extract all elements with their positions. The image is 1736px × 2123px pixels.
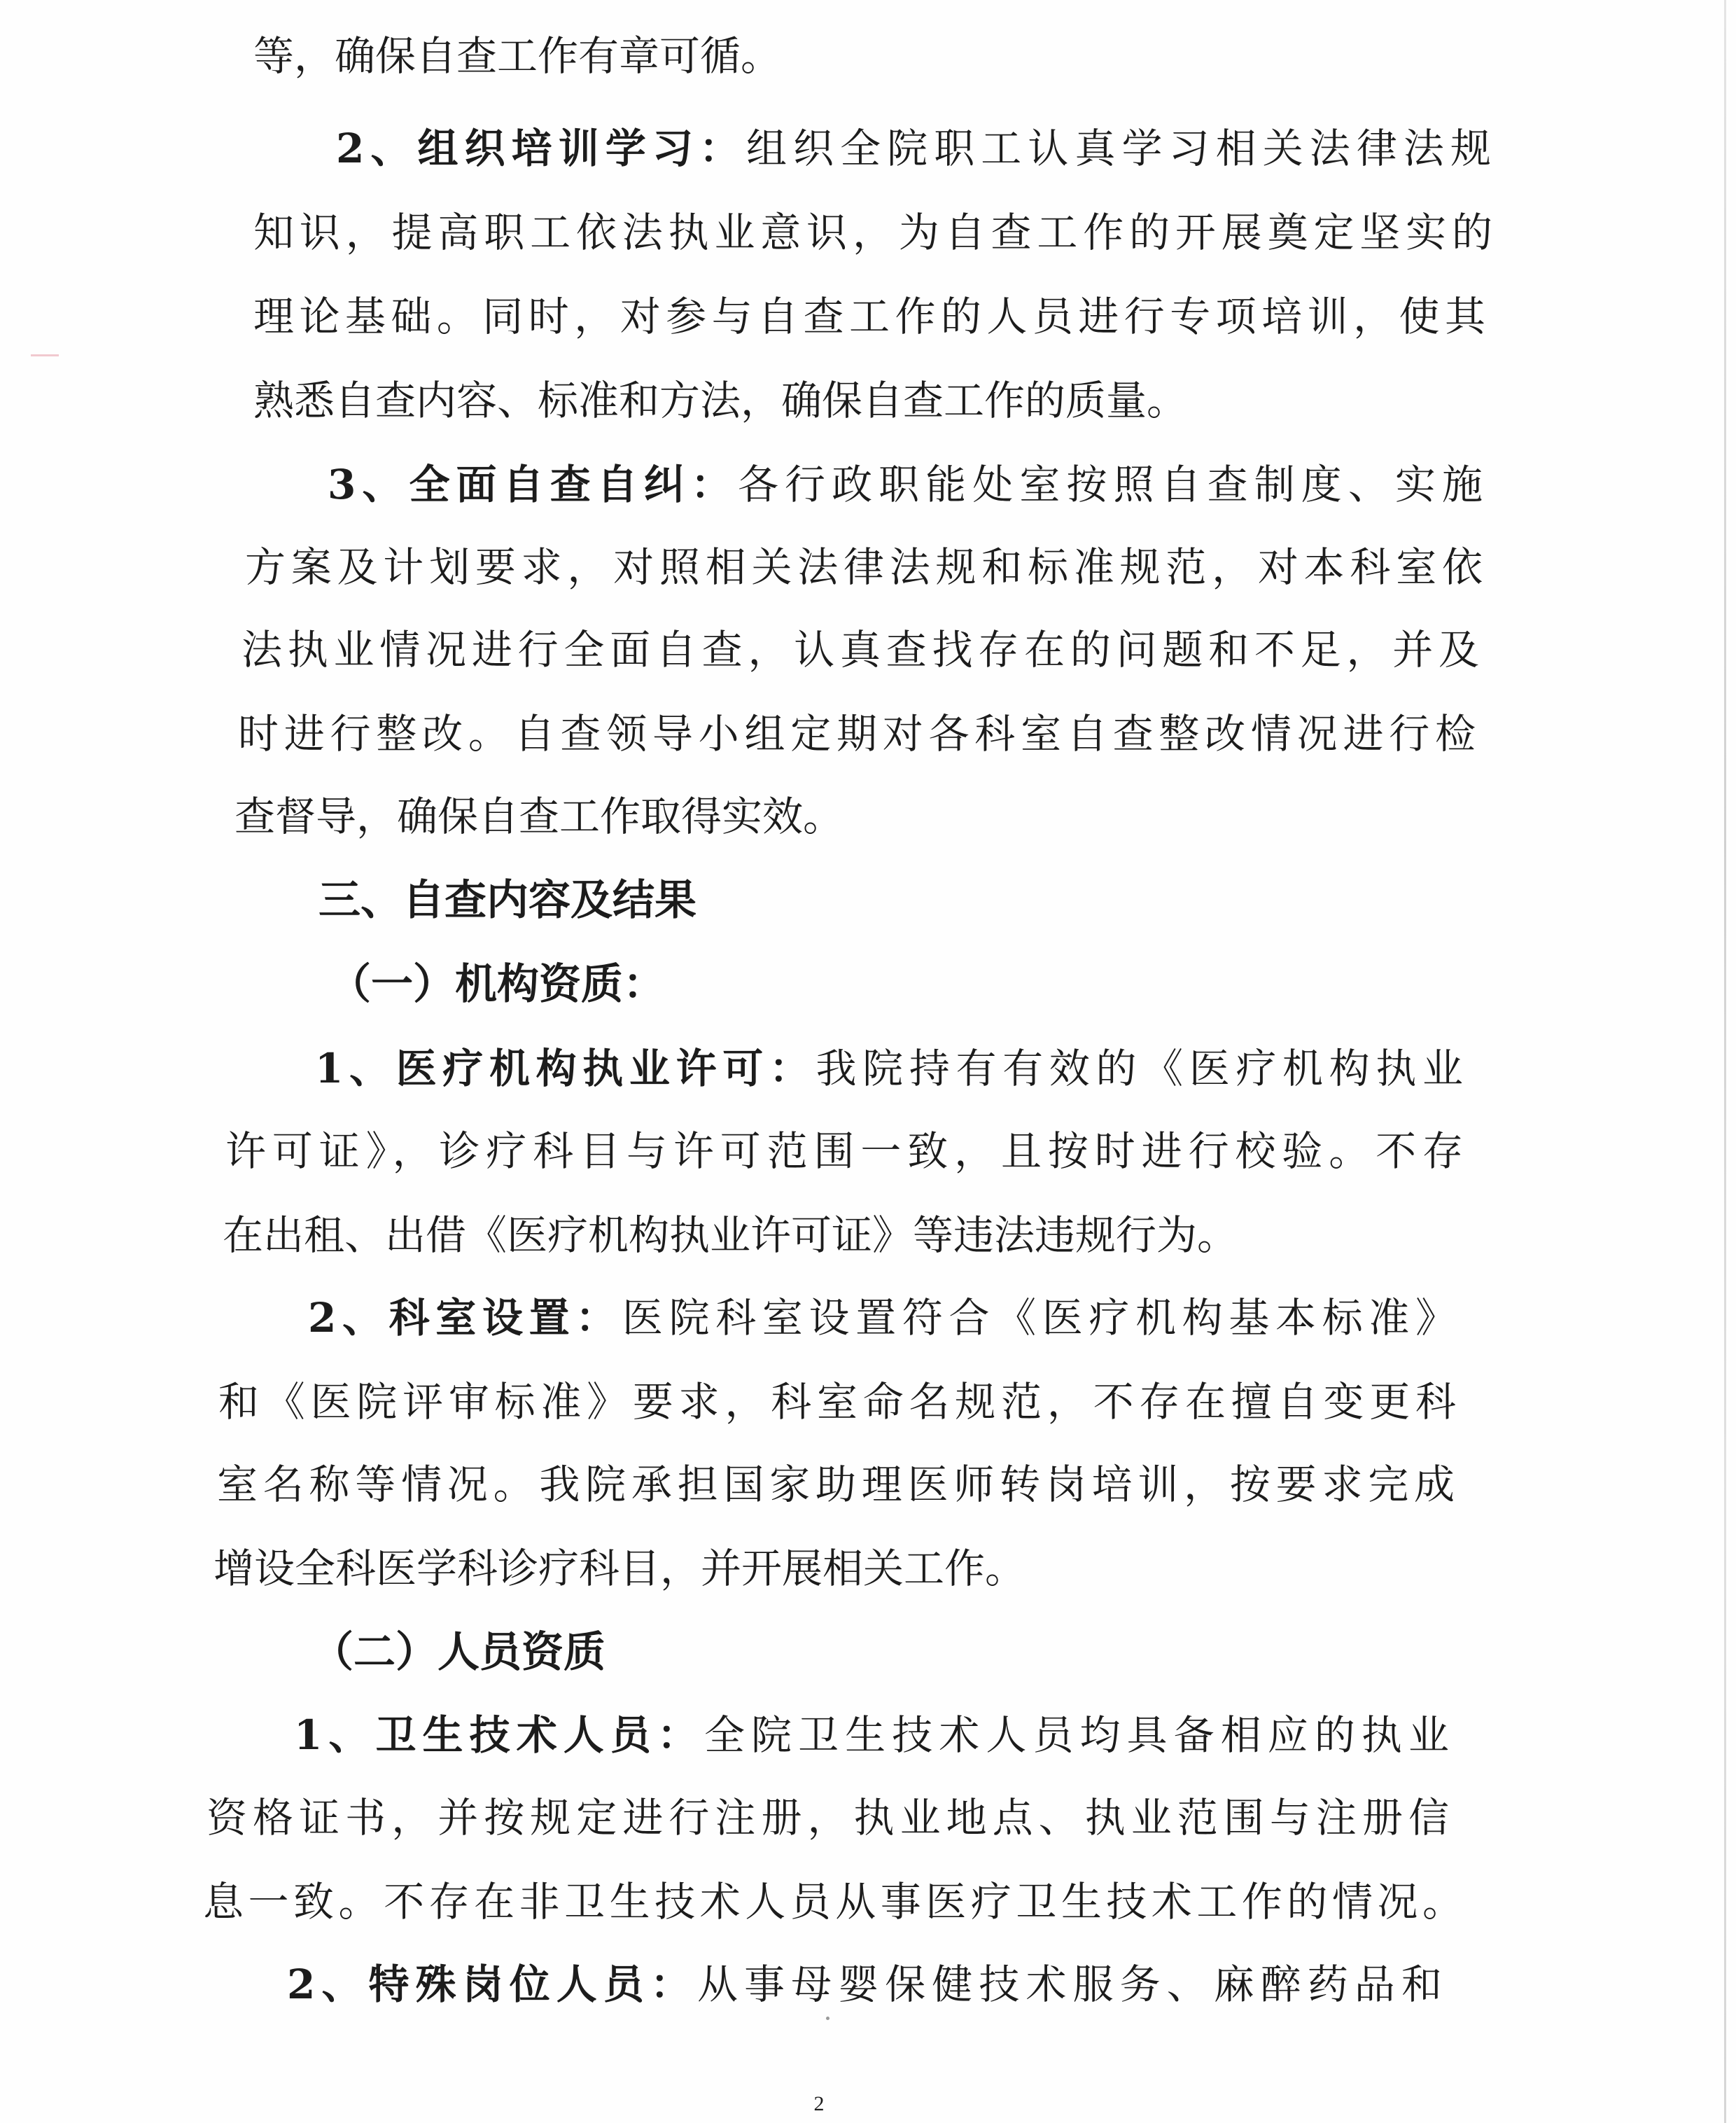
item-title: 1、卫生技术人员： bbox=[294, 1711, 704, 1759]
paragraph-line: 2、组织培训学习：组织全院职工认真学习相关法律法规 bbox=[336, 125, 1491, 172]
item-title: 2、特殊岗位人员： bbox=[287, 1961, 697, 2008]
scan-mark bbox=[31, 354, 59, 356]
paragraph-line: 3、全面自查自纠：各行政职能处室按照自查制度、实施 bbox=[328, 461, 1483, 508]
paragraph-line: 在出租、出借《医疗机构执业许可证》等违法违规行为。 bbox=[223, 1211, 1238, 1259]
subsection-heading: （二）人员资质 bbox=[312, 1628, 606, 1677]
paragraph-line: 和《医院评审标准》要求，科室命名规范，不存在擅自变更科 bbox=[218, 1378, 1456, 1426]
paragraph-line: 1、卫生技术人员：全院卫生技术人员均具备相应的执业 bbox=[294, 1711, 1449, 1759]
page-number: 2 bbox=[813, 2092, 825, 2115]
paragraph-line: 资格证书，并按规定进行注册，执业地点、执业范围与注册信 bbox=[206, 1794, 1449, 1842]
paragraph-line: 时进行整改。自查领导小组定期对各科室自查整改情况进行检 bbox=[238, 710, 1476, 758]
scan-edge-shadow bbox=[1724, 0, 1726, 2123]
paragraph-line: 熟悉自查内容、标准和方法，确保自查工作的质量。 bbox=[253, 377, 1188, 424]
paragraph-line: 查督导，确保自查工作取得实效。 bbox=[234, 793, 844, 840]
paragraph-line: 室名称等情况。我院承担国家助理医师转岗培训，按要求完成 bbox=[217, 1461, 1455, 1508]
paragraph-line: 息一致。不存在非卫生技术人员从事医疗卫生技术工作的情况。 bbox=[203, 1878, 1463, 1926]
paragraph-line: 增设全科医学科诊疗科目，并开展相关工作。 bbox=[214, 1545, 1026, 1592]
item-title: 3、全面自查自纠： bbox=[328, 461, 738, 508]
item-title: 2、科室设置： bbox=[308, 1294, 622, 1342]
paragraph-line: 2、科室设置：医院科室设置符合《医疗机构基本标准》 bbox=[308, 1294, 1456, 1342]
paragraph-line: 知识，提高职工依法执业意识，为自查工作的开展奠定坚实的 bbox=[253, 209, 1492, 256]
paragraph-line: 方案及计划要求，对照相关法律法规和标准规范，对本科室依 bbox=[245, 543, 1483, 591]
paragraph-line: 理论基础。同时，对参与自查工作的人员进行专项培训，使其 bbox=[253, 293, 1485, 340]
section-heading: 三、自查内容及结果 bbox=[318, 876, 696, 925]
subsection-heading: （一）机构资质： bbox=[329, 960, 665, 1009]
paragraph-line: 1、医疗机构执业许可：我院持有有效的《医疗机构执业 bbox=[315, 1045, 1463, 1092]
paragraph-line: 许可证》，诊疗科目与许可范围一致，且按时进行校验。不存 bbox=[225, 1127, 1463, 1175]
paragraph-line: 法执业情况进行全面自查，认真查找存在的问题和不足，并及 bbox=[241, 626, 1479, 674]
paragraph-line: 2、特殊岗位人员：从事母婴保健技术服务、麻醉药品和 bbox=[287, 1961, 1442, 2008]
item-title: 2、组织培训学习： bbox=[336, 125, 746, 172]
scan-dot bbox=[826, 2017, 830, 2020]
paragraph-line: 等，确保自查工作有章可循。 bbox=[253, 32, 782, 80]
item-title: 1、医疗机构执业许可： bbox=[315, 1045, 816, 1092]
